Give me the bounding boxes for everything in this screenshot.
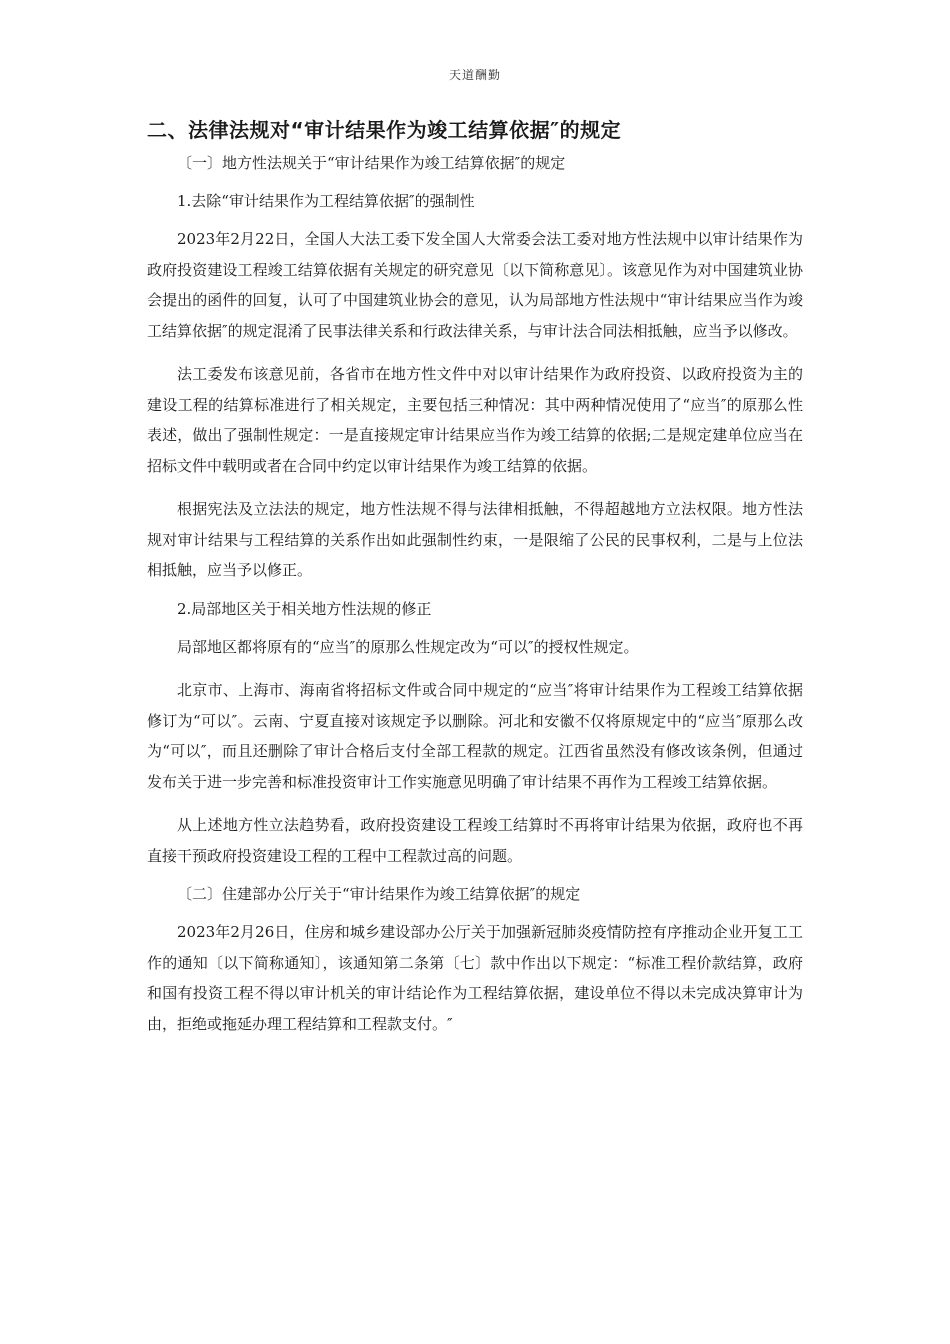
paragraph-6: 从上述地方性立法趋势看，政府投资建设工程竣工结算时不再将审计结果为依据，政府也不再直接干预政府投资建设工程的工程中工程款过高的问题。 — [147, 816, 803, 865]
paragraph-3: 根据宪法及立法法的规定，地方性法规不得与法律相抵触，不得超越地方立法权限。地方性法规对审计结果与工程结算的关系作出如此强制性约束，一是限缩了公民的民事权利，二是与上位法相抵触，应当予以修正。 — [147, 500, 803, 579]
subsection-title-2: 〔二〕住建部办公厅关于“审计结果作为竣工结算依据″的规定 — [177, 885, 581, 903]
page-header: 天道酬勤 — [448, 68, 501, 82]
paragraph-5: 北京市、上海市、海南省将招标文件或合同中规定的“应当″将审计结果作为工程竣工结算依据修订为“可以″。云南、宁夏直接对该规定予以删除。河北和安徽不仅将原规定中的“应当″原那么改为“可以″，而且还删除了审计合格后支付全部工程款的规定。江西省虽然没有修改该条例，但通过发布关于进一步完善和标准投资审计工作实施意见明确了审计结果不再作为工程竣工结算依据。 — [147, 681, 803, 791]
document-body — [147, 112, 803, 1039]
subsection-item-2: 2.局部地区关于相关地方性法规的修正 — [177, 599, 432, 618]
paragraph-4: 局部地区都将原有的“应当″的原那么性规定改为“可以″的授权性规定。 — [177, 637, 639, 656]
paragraph-2: 法工委发布该意见前，各省市在地方性文件中对以审计结果作为政府投资、以政府投资为主的建设工程的结算标准进行了相关规定，主要包括三种情况：其中两种情况使用了“应当″的原那么性表述，做出了强制性规定：一是直接规定审计结果应当作为竣工结算的依据;二是规定建单位应当在招标文件中载明或者在合同中约定以审计结果作为竣工结算的依据。 — [147, 365, 803, 475]
paragraph-7: 2023年2月26日，住房和城乡建设部办公厅关于加强新冠肺炎疫情防控有序推动企业开复工工作的通知〔以下简称通知〕，该通知第二条第〔七〕款中作出以下规定：“标准工程价款结算，政府和国有投资工程不得以审计机关的审计结论作为工程结算依据，建设单位不得以未完成决算审计为由，拒绝或拖延办理工程结算和工程款支付。″ — [147, 923, 803, 1033]
subsection-title-1: 〔一〕地方性法规关于“审计结果作为竣工结算依据″的规定 — [177, 154, 566, 172]
paragraph-1: 2023年2月22日，全国人大法工委下发全国人大常委会法工委对地方性法规中以审计结果作为政府投资建设工程竣工结算依据有关规定的研究意见〔以下简称意见〕。该意见作为对中国建筑业协会提出的函件的回复，认可了中国建筑业协会的意见，认为局部地方性法规中“审计结果应当作为竣工结算依据″的规定混淆了民事法律关系和行政法律关系，与审计法合同法相抵触，应当予以修改。 — [147, 230, 803, 340]
section-heading: 二、法律法规对“审计结果作为竣工结算依据″的规定 — [147, 118, 622, 142]
subsection-item-1: 1.去除“审计结果作为工程结算依据″的强制性 — [177, 192, 475, 210]
